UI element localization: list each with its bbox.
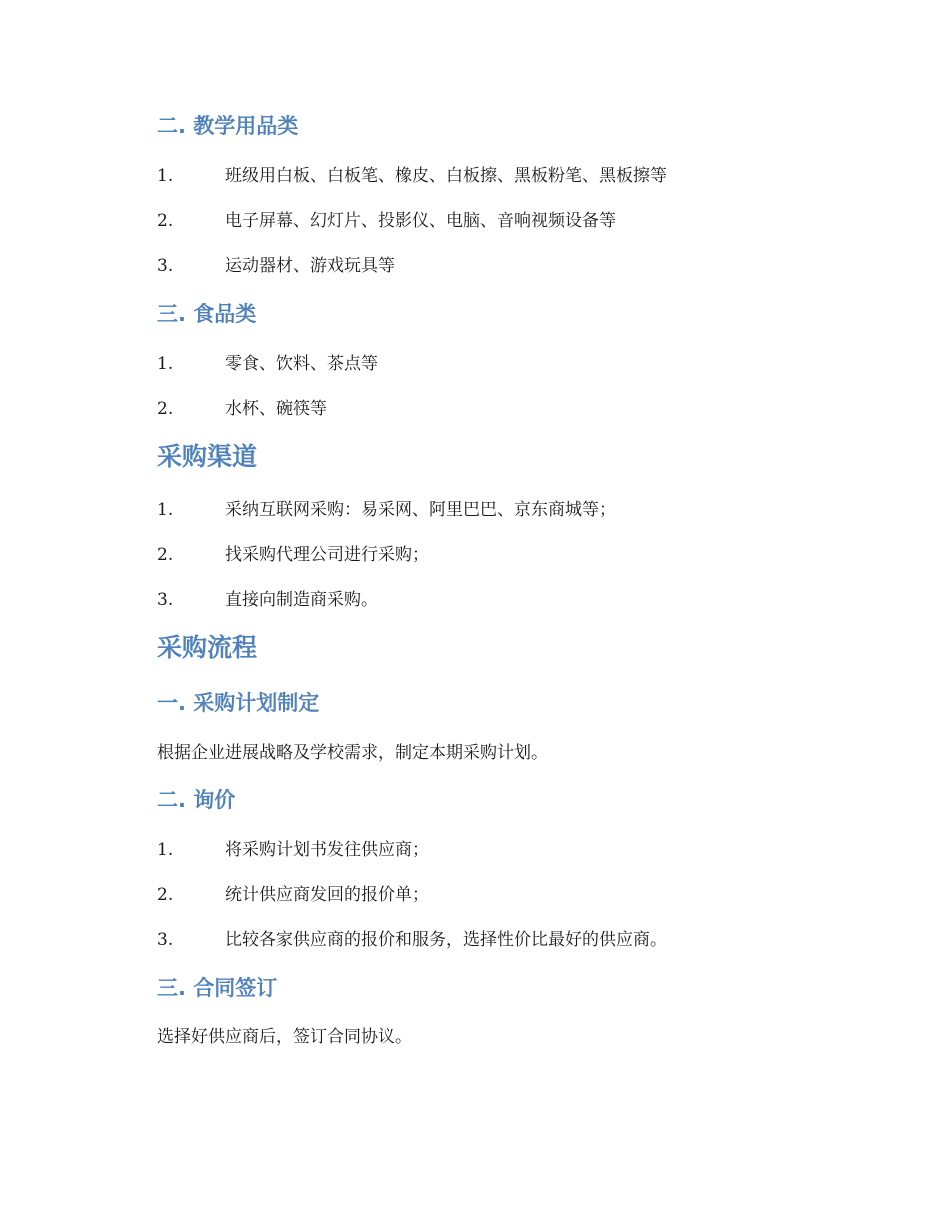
list-number: 3. (157, 590, 174, 610)
list-number: 1. (157, 166, 174, 186)
list-text: 比较各家供应商的报价和服务，选择性价比最好的供应商。 (225, 930, 667, 950)
list-text: 统计供应商发回的报价单； (225, 885, 429, 905)
contract-paragraph: 选择好供应商后，签订合同协议。 (157, 1027, 412, 1047)
list-text: 水杯、碗筷等 (225, 399, 327, 419)
heading-procurement-channels: 采购渠道 (157, 442, 258, 471)
list-number: 2. (157, 211, 174, 231)
heading-plan-formulation: 一. 采购计划制定 (157, 691, 320, 715)
list-text: 直接向制造商采购。 (225, 590, 378, 610)
list-number: 1. (157, 354, 174, 374)
list-number: 3. (157, 256, 174, 276)
list-text: 找采购代理公司进行采购； (225, 545, 429, 565)
list-text: 采纳互联网采购：易采网、阿里巴巴、京东商城等； (225, 500, 616, 520)
heading-procurement-process: 采购流程 (157, 633, 258, 662)
list-text: 将采购计划书发往供应商； (225, 840, 429, 860)
list-number: 1. (157, 500, 174, 520)
plan-paragraph: 根据企业进展战略及学校需求，制定本期采购计划。 (157, 743, 548, 763)
heading-food: 三. 食品类 (157, 302, 257, 326)
heading-inquiry: 二. 询价 (157, 788, 236, 812)
list-number: 2. (157, 885, 174, 905)
list-text: 电子屏幕、幻灯片、投影仪、电脑、音响视频设备等 (225, 211, 616, 231)
heading-teaching-supplies: 二. 教学用品类 (157, 114, 299, 138)
list-text: 运动器材、游戏玩具等 (225, 256, 395, 276)
list-text: 班级用白板、白板笔、橡皮、白板擦、黑板粉笔、黑板擦等 (225, 166, 667, 186)
list-number: 2. (157, 399, 174, 419)
list-number: 3. (157, 930, 174, 950)
list-number: 1. (157, 840, 174, 860)
heading-contract-signing: 三. 合同签订 (157, 976, 278, 1000)
list-number: 2. (157, 545, 174, 565)
list-text: 零食、饮料、茶点等 (225, 354, 378, 374)
